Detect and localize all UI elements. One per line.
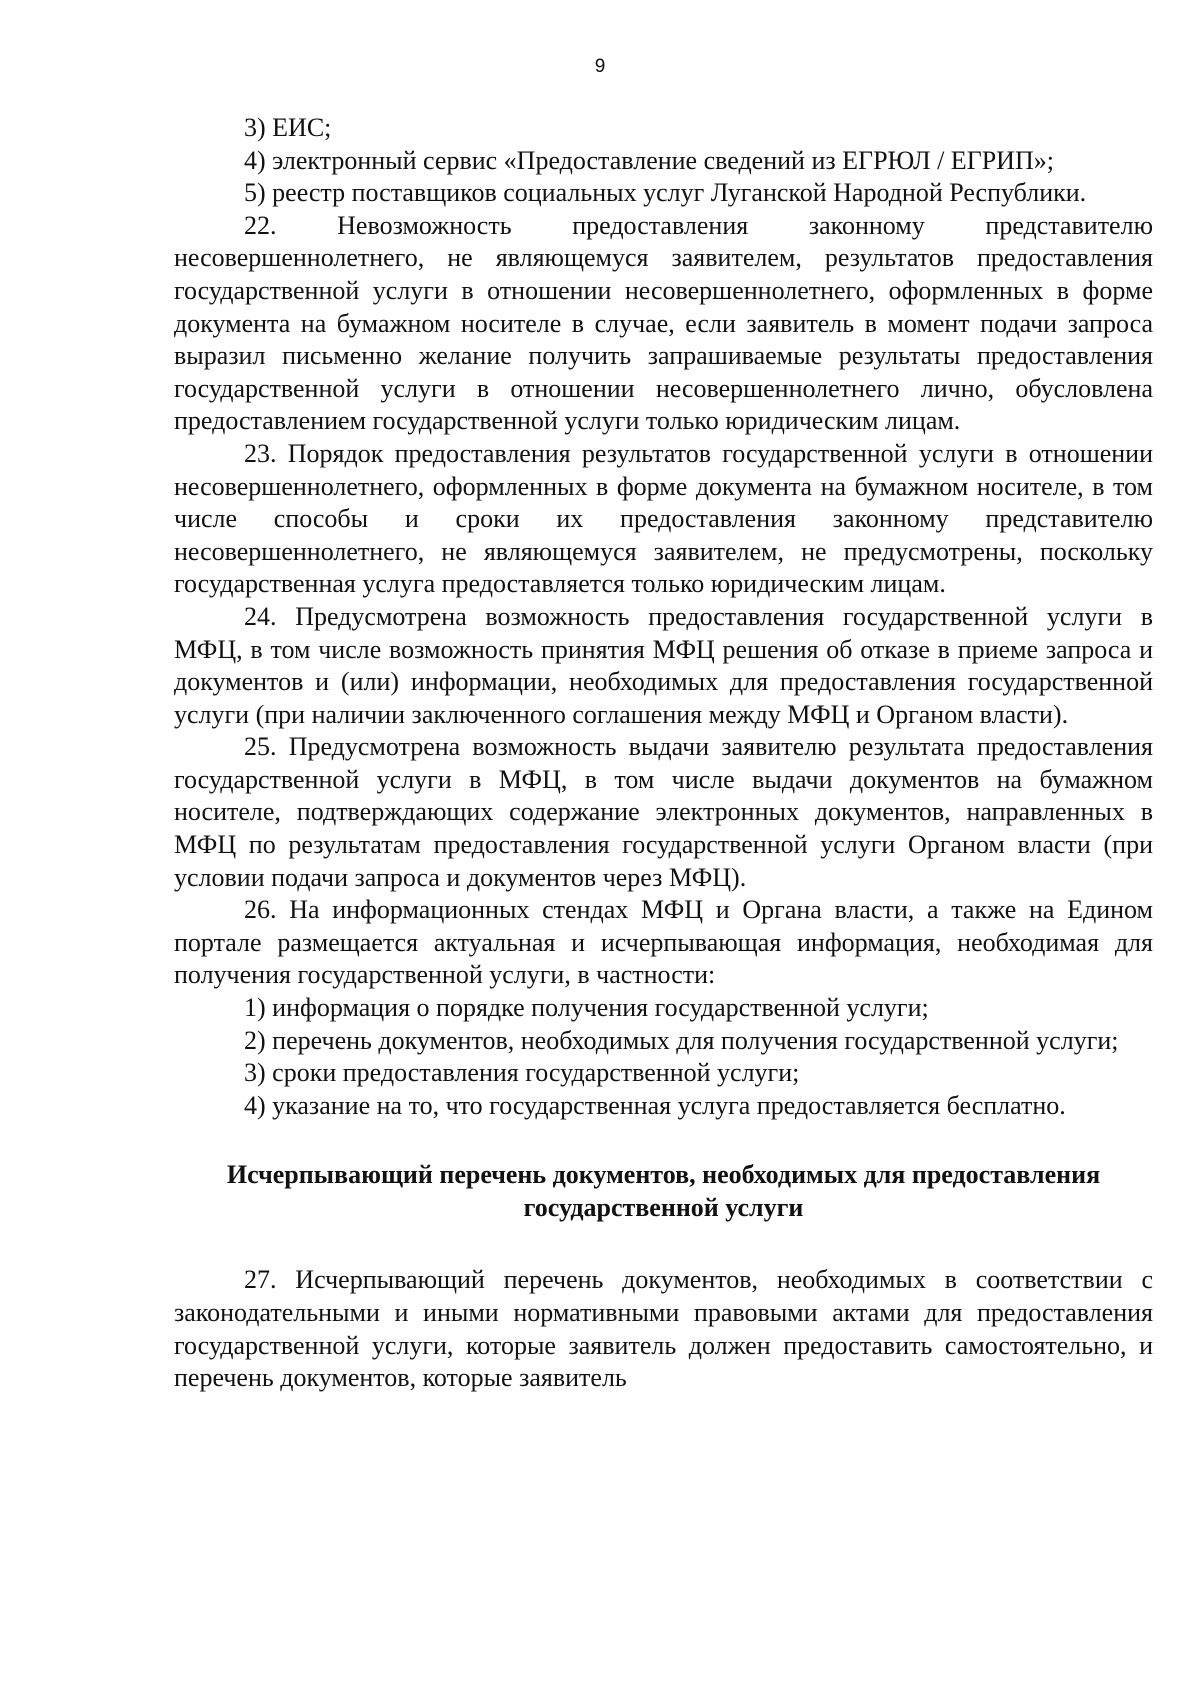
list-item-4-egrul-service: 4) электронный сервис «Предоставление сведений из ЕГРЮЛ / ЕГРИП»; xyxy=(244,145,1054,175)
clause-26-item-2: 2) перечень документов, необходимых для получения государственной услуги; xyxy=(244,1025,1119,1055)
clause-26-item-4: 4) указание на то, что государственная услуга предоставляется бесплатно. xyxy=(244,1090,1066,1120)
clause-24: 24. Предусмотрена возможность предоставления государственной услуги в МФЦ, в том числе возможность принятия МФЦ решения об отказе в приеме запроса и документов и (или) информации, необходимых для предоставления государственной услуги (при наличии заключенного соглашения между МФЦ и Органом власти). xyxy=(174,601,1153,729)
section-heading-line-1: Исчерпывающий перечень документов, необходимых для предоставления xyxy=(226,1160,1101,1190)
page-number: 9 xyxy=(594,56,606,77)
list-item-3-eis: 3) ЕИС; xyxy=(244,113,332,142)
clause-22: 22. Невозможность предоставления законному представителю несовершеннолетнего, не являющемуся заявителем, результатов предоставления государственной услуги в отношении несовершеннолетнего, оформленных в форме документа на бумажном носителе в случае, если заявитель в момент подачи запроса выразил письменно желание получить запрашиваемые результаты предоставления государственной услуги в отношении несовершеннолетнего лично, обусловлена предоставлением государственной услуги только юридическим лицам. xyxy=(174,210,1153,436)
document-body xyxy=(174,112,1153,1395)
clause-25: 25. Предусмотрена возможность выдачи заявителю результата предоставления государственной услуги в МФЦ, в том числе выдачи документов на бумажном носителе, подтверждающих содержание электронных документов, направленных в МФЦ по результатам предоставления государственной услуги Органом власти (при условии подачи запроса и документов через МФЦ). xyxy=(174,732,1153,892)
list-item-5-registry: 5) реестр поставщиков социальных услуг Луганской Народной Республики. xyxy=(244,178,1087,208)
clause-23: 23. Порядок предоставления результатов государственной услуги в отношении несовершеннолетнего, оформленных в форме документа на бумажном носителе, в том числе способы и сроки их предоставления законному представителю несовершеннолетнего, не являющемуся заявителем, не предусмотрены, поскольку государственная услуга предоставляется только юридическим лицам. xyxy=(174,438,1153,599)
clause-26-item-3: 3) сроки предоставления государственной услуги; xyxy=(244,1058,800,1088)
clause-26: 26. На информационных стендах МФЦ и Органа власти, а также на Едином портале размещается актуальная и исчерпывающая информация, необходимая для получения государственной услуги, в частности: xyxy=(174,895,1153,990)
clause-26-item-1: 1) информация о порядке получения государственной услуги; xyxy=(244,993,929,1023)
clause-27: 27. Исчерпывающий перечень документов, необходимых в соответствии с законодательными и иными нормативными правовыми актами для предоставления государственной услуги, которые заявитель должен предоставить самостоятельно, и перечень документов, которые заявитель xyxy=(174,1265,1153,1393)
section-heading-line-2: государственной услуги xyxy=(523,1193,804,1223)
section-heading xyxy=(174,1158,1153,1224)
